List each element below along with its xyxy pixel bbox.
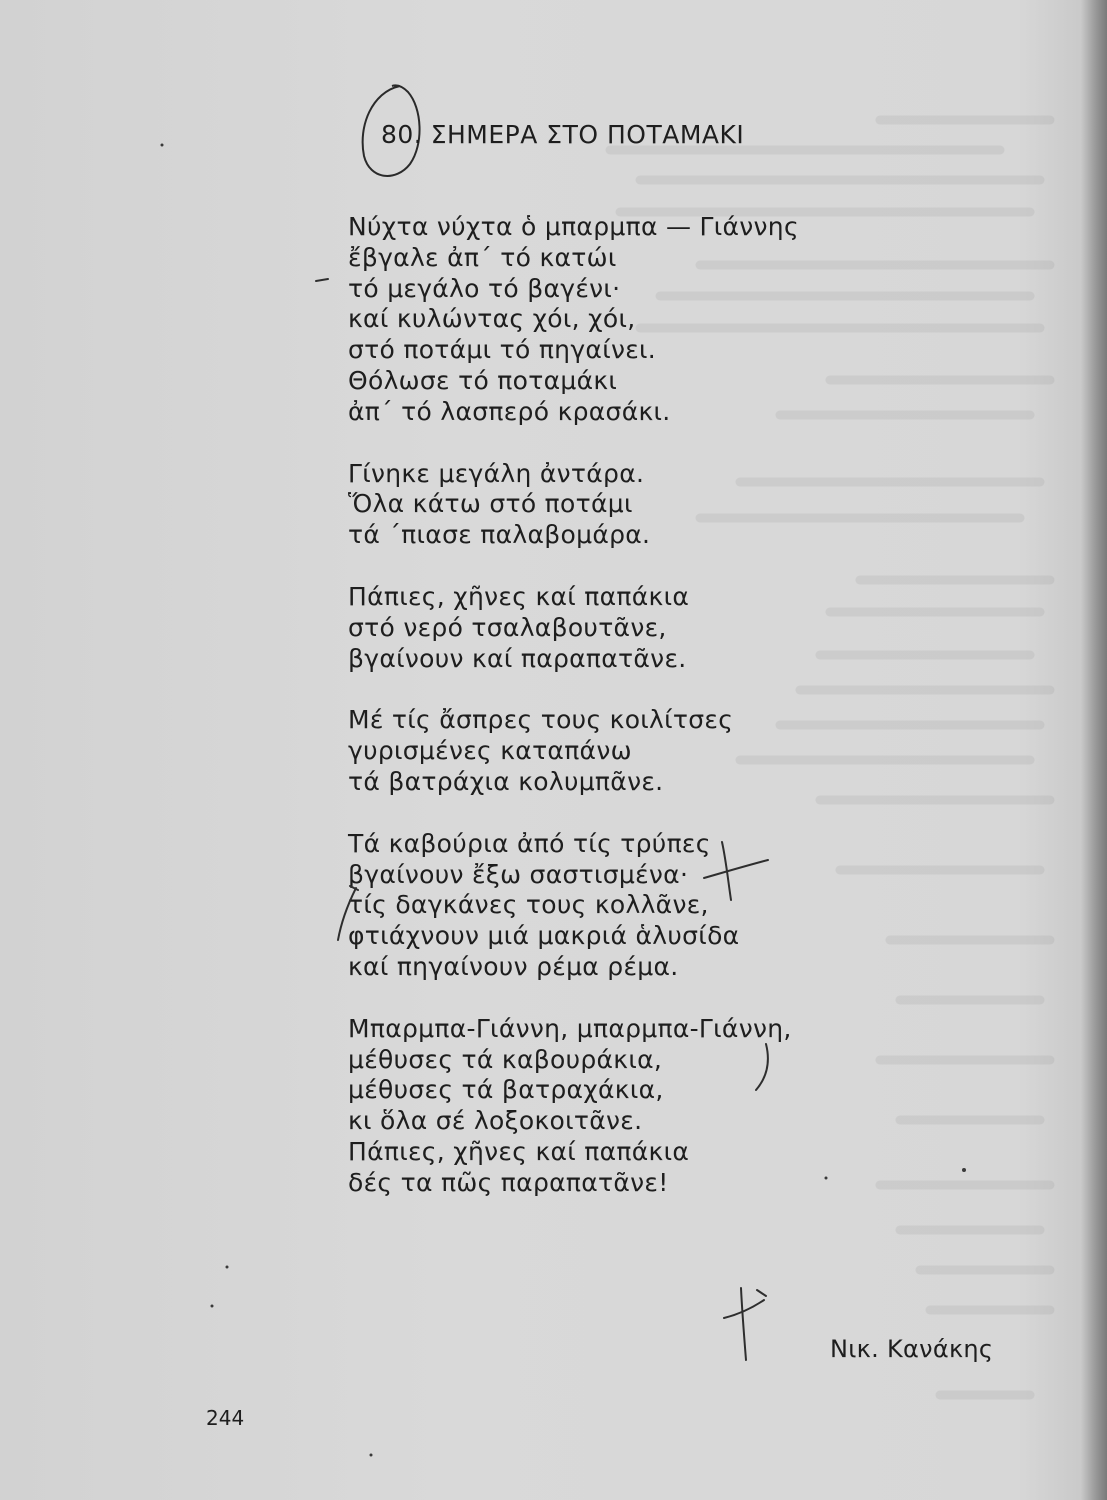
page-number: 244 — [206, 1406, 245, 1430]
poem-line: Τά καβούρια ἀπό τίς τρύπες — [348, 828, 711, 858]
poem-line: Θόλωσε τό ποταμάκι — [348, 365, 618, 395]
poem-title: 80. ΣΗΜΕΡΑ ΣΤΟ ΠΟΤΑΜΑΚΙ — [381, 120, 745, 149]
poem-line: Νύχτα νύχτα ὁ μπαρμπα — Γιάννης — [348, 212, 799, 241]
poem-line: μέθυσες τά βατραχάκια, — [348, 1075, 664, 1105]
poem-line: κι ὅλα σέ λοξοκοιτᾶνε. — [348, 1106, 643, 1136]
poem-line: Ὅλα κάτω στό ποτάμι — [348, 489, 633, 519]
poem-line: βγαίνουν ἔξω σαστισμένα· — [348, 859, 689, 889]
poem-line: Μπαρμπα-Γιάννη, μπαρμπα-Γιάννη, — [348, 1013, 792, 1043]
poem-line: στό νερό τσαλαβουτᾶνε, — [348, 612, 667, 642]
poem-line: βγαίνουν καί παραπατᾶνε. — [348, 643, 687, 673]
poem-line: τό μεγάλο τό βαγένι· — [348, 273, 621, 303]
poem-line: μέθυσες τά καβουράκια, — [348, 1044, 663, 1074]
poem-line: Μέ τίς ἄσπρες τους κοιλίτσες — [348, 705, 734, 735]
poem-author: Νικ. Κανάκης — [830, 1335, 994, 1363]
poem-line: καί κυλώντας χόι, χόι, — [348, 304, 636, 334]
poem-line: Πάπιες, χῆνες καί παπάκια — [348, 1136, 690, 1166]
poem-line: Γίνηκε μεγάλη ἀντάρα. — [348, 458, 645, 488]
poem-line: ἀπ΄ τό λασπερό κρασάκι. — [348, 396, 671, 426]
poem-line: τίς δαγκάνες τους κολλᾶνε, — [348, 890, 709, 920]
poem-line: τά ΄πιασε παλαβομάρα. — [348, 520, 651, 550]
poem-line: στό ποτάμι τό πηγαίνει. — [348, 335, 657, 365]
poem-line: γυρισμένες καταπάνω — [348, 736, 632, 766]
poem-line: Πάπιες, χῆνες καί παπάκια — [348, 581, 690, 611]
poem-line: τά βατράχια κολυμπᾶνε. — [348, 766, 664, 796]
poem-line: φτιάχνουν μιά μακριά ἁλυσίδα — [348, 921, 740, 951]
poem-line: καί πηγαίνουν ρέμα ρέμα. — [348, 951, 679, 981]
poem-line: δές τα πῶς παραπατᾶνε! — [348, 1167, 669, 1197]
poem-line: ἔβγαλε ἀπ΄ τό κατώι — [348, 242, 617, 272]
